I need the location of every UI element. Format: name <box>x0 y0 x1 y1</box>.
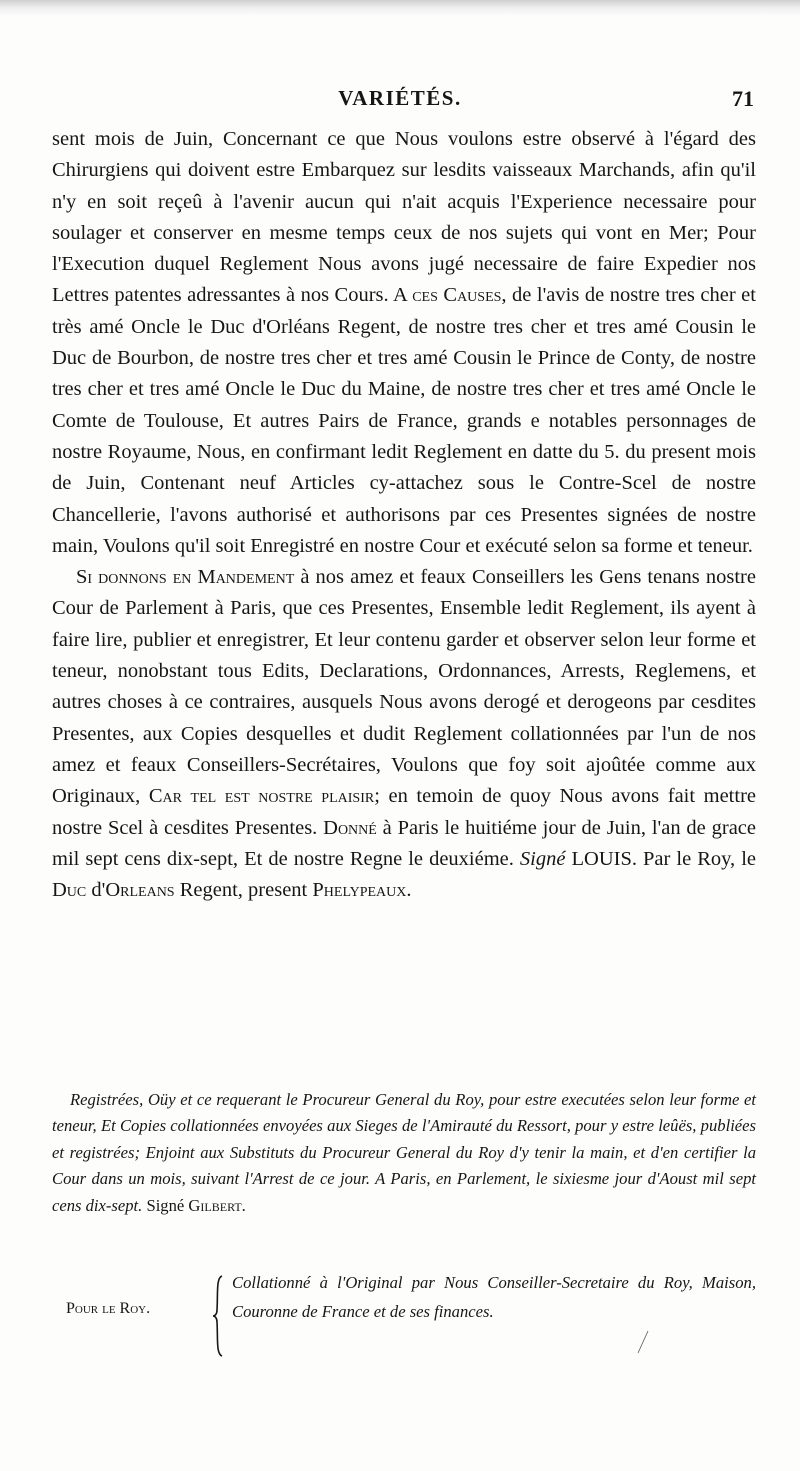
paragraph-mandement <box>52 562 756 906</box>
stray-pen-mark <box>636 1330 650 1354</box>
paragraph-lettres-patentes <box>52 124 756 562</box>
pour-le-roy-label: Pour le Roy. <box>66 1300 151 1317</box>
running-head-title: VARIÉTÉS. <box>338 86 462 110</box>
note-text: Registrées, Oüy et ce requerant le Procureur General du Roy, pour estre executées selon leur forme et teneur, Et Copies collationnées envoyées aux Sieges de l'Amirauté du Ressort, pour y estre leûës, publiées et registrées; Enjoint aux Substituts du Procureur General du Roy d'y tenir la main, et d'en certifier la Cour dans un mois, suivant l'Arrest de ce jour. A Paris, en Parlement, le sixiesme jour d'Aoust mil sept cens dix-sept. <box>52 1089 756 1215</box>
small-caps-run: Car tel est nostre plaisir <box>148 785 375 808</box>
note-signer: Gilbert. <box>188 1195 246 1215</box>
running-head <box>0 86 800 116</box>
text-run: LOUIS. Par le Roy, le <box>565 847 756 870</box>
main-text <box>52 124 756 906</box>
text-run: . <box>406 879 412 902</box>
left-brace-icon <box>212 1274 224 1358</box>
small-caps-run: Orleans <box>105 879 175 902</box>
text-run: Regent, present <box>174 879 313 902</box>
note-signed-label: Signé <box>146 1195 189 1215</box>
signature-block <box>52 1268 756 1358</box>
small-caps-run: Duc <box>52 879 87 902</box>
small-caps-run: Donné <box>323 816 377 839</box>
collation-statement: Collationné à l'Original par Nous Conseiller-Secretaire du Roy, Maison, Couronne de France et de ses finances. <box>232 1273 756 1321</box>
text-run: à nos amez et feaux Conseillers les Gens tenans nostre Cour de Parlement à Paris, que ces Presentes, Ensemble ledit Reglement, ils ayent à faire lire, publier et enregistrer, Et leur contenu garder et observer selon leur forme et teneur, nonobstant tous Edits, Declarations, Ordonnances, Arrests, Reglemens, et autres choses à ce contraires, ausquels Nous avons derogé et derogeons par cesdites Presentes, aux Copies desquelles et dudit Reglement collationnées par l'un de nos amez et feaux Conseillers-Secrétaires, Voulons que foy soit ajoûtée comme aux Originaux, <box>52 566 756 808</box>
text-run: d' <box>86 879 106 902</box>
text-run: , de l'avis de nostre tres cher et très amé Oncle le Duc d'Orléans Regent, de nostre tres cher et tres amé Cousin le Duc de Bourbon, de nostre tres cher et tres amé Cousin le Prince de Conty, de nostre tres cher et tres amé Oncle le Duc du Maine, de nostre tres cher et tres amé Oncle le Comte de Toulouse, Et autres Pairs de France, grands e notables personnages de nostre Royaume, Nous, en confirmant ledit Reglement en datte du 5. du present mois de Juin, Contenant neuf Articles cy-attachez sous le Contre-Scel de nostre Chancellerie, l'avons authorisé et authorisons par ces Presentes signées de nostre main, Voulons qu'il soit Enregistré en nostre Cour et exécuté selon sa forme et teneur. <box>52 284 756 557</box>
small-caps-run: Phelypeaux <box>312 879 407 902</box>
page-number: 71 <box>732 86 754 111</box>
text-run: à Paris le huitiéme jour de Juin, l'an de grace mil sept cens dix-sept, Et de nostre Regne le deuxiéme. <box>52 816 756 870</box>
italic-run: Signé <box>519 847 566 870</box>
scan-top-edge <box>0 0 800 16</box>
small-caps-run: ces Causes <box>412 284 502 307</box>
text-run: sent mois de Juin, Concernant ce que Nous voulons estre observé à l'égard des Chirurgiens qui doivent estre Embarquez sur lesdits vaisseaux Marchands, afin qu'il n'y en soit reçeû à l'avenir aucun qui n'ait acquis l'Experience necessaire pour soulager et conserver en mesme temps ceux de nos sujets qui vont en Mer; Pour l'Execution duquel Reglement Nous avons jugé necessaire de faire Expedier nos Lettres patentes adressantes à nos Cours. A <box>52 128 756 307</box>
registration-note <box>52 1087 756 1220</box>
small-caps-run: Si donnons en Mandement <box>76 566 295 589</box>
text-run: ; en temoin de quoy Nous avons fait mettre nostre Scel à cesdites Presentes. <box>52 785 757 839</box>
